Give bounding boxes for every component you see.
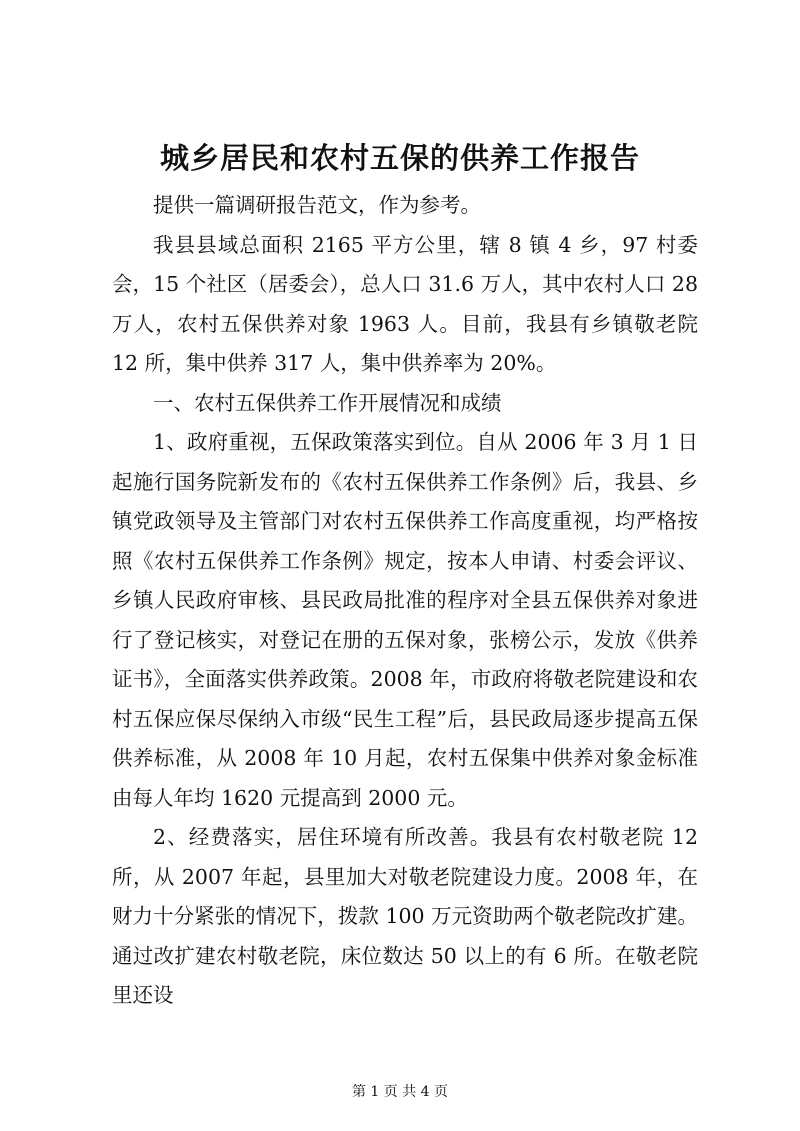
paragraph-funding: 2、经费落实，居住环境有所改善。我县有农村敬老院 12 所，从 2007 年起，县里加大对敬老院建设力度。2008 年，在财力十分紧张的情况下，拨款 100 万元资助两个敬老院改扩建。通过改扩建农村敬老院，床位数达 50 以上的有 6 所。在敬老院里还设 (112, 825, 698, 1007)
document-title: 城乡居民和农村五保的供养工作报告 (159, 141, 640, 175)
paragraph-overview: 我县县域总面积 2165 平方公里，辖 8 镇 4 乡，97 村委会，15 个社区（居委会），总人口 31.6 万人，其中农村人口 28 万人，农村五保供养对象 1963 人。目前，我县有乡镇敬老院 12 所，集中供养 317 人，集中供养率为 20%。 (112, 232, 698, 375)
section-heading: 一、农村五保供养工作开展情况和成绩 (153, 390, 502, 415)
page-number: 第 1 页 共 4 页 (351, 1084, 449, 1100)
document-body (112, 186, 698, 1016)
paragraph-policy: 1、政府重视，五保政策落实到位。自从 2006 年 3 月 1 日起施行国务院新发布的《农村五保供养工作条例》后，我县、乡镇党政领导及主管部门对农村五保供养工作高度重视，均严格按照《农村五保供养工作条例》规定，按本人申请、村委会评议、乡镇人民政府审核、县民政局批准的程序对全县五保供养对象进行了登记核实，对登记在册的五保对象，张榜公示，发放《供养证书》，全面落实供养政策。2008 年，市政府将敬老院建设和农村五保应保尽保纳入市级“民生工程”后，县民政局逐步提高五保供养标准，从 2008 年 10 月起，农村五保集中供养对象金标准由每人年均 1620 元提高到 2000 元。 (112, 430, 698, 810)
paragraph-intro: 提供一篇调研报告范文，作为参考。 (153, 193, 481, 217)
